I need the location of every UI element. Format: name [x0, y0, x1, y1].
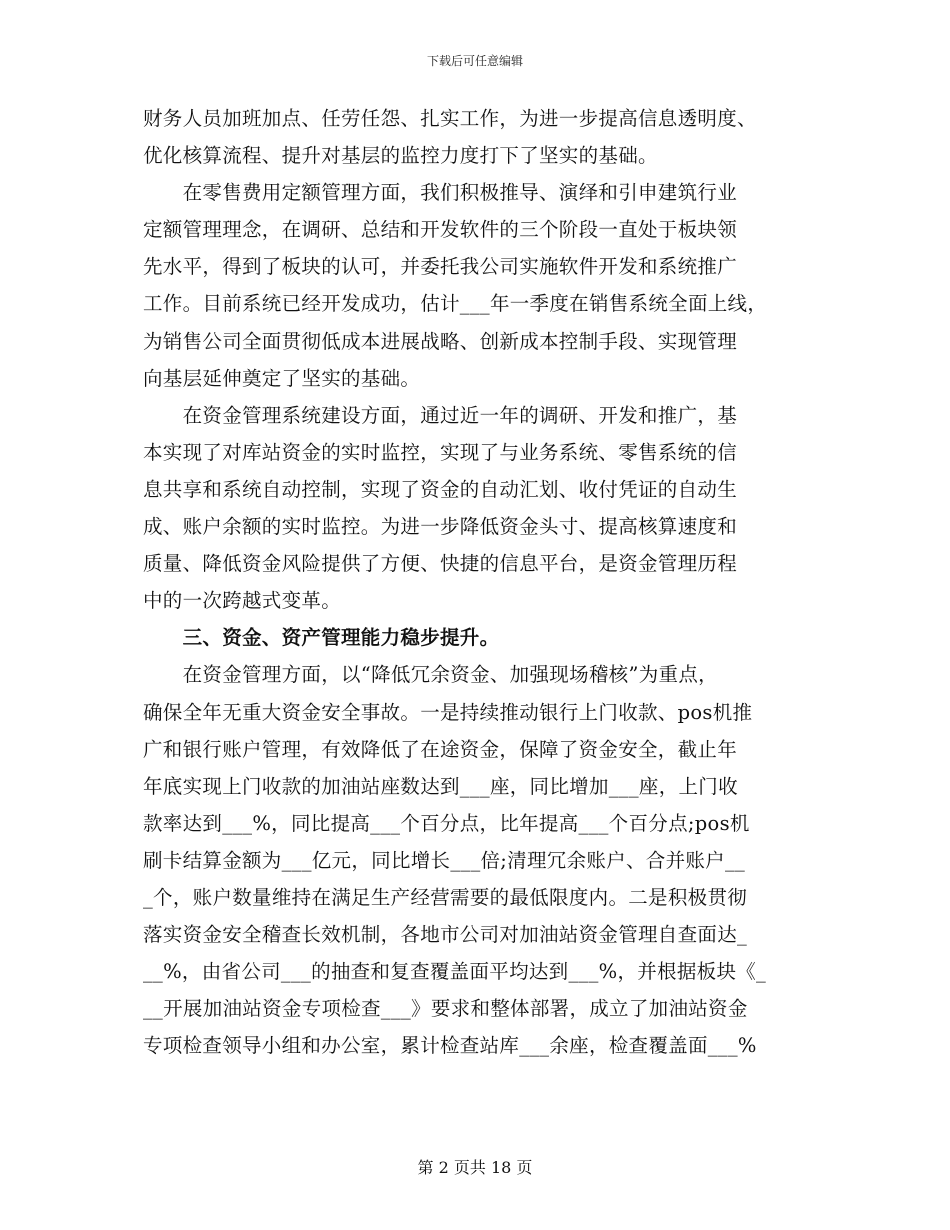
text-line: _个，账户数量维持在满足生产经营需要的最低限度内。二是积极贯彻: [143, 885, 748, 909]
text-line: 在零售费用定额管理方面，我们积极推导、演绎和引申建筑行业: [143, 181, 738, 205]
text-line: 专项检查领导小组和办公室，累计检查站库___余座，检查覆盖面___%: [143, 1034, 757, 1058]
text-line: 为销售公司全面贯彻低成本进展战略、创新成本控制手段、实现管理: [143, 329, 738, 353]
text-line: 本实现了对库站资金的实时监控，实现了与业务系统、零售系统的信: [143, 440, 738, 464]
text-line: 中的一次跨越式变革。: [143, 589, 342, 613]
text-line: 优化核算流程、提升对基层的监控力度打下了坚实的基础。: [143, 144, 658, 168]
text-line: __开展加油站资金专项检查___》要求和整体部署，成立了加油站资金: [143, 997, 748, 1021]
text-line: 确保全年无重大资金安全事故。一是持续推动银行上门收款、pos机推: [143, 700, 753, 724]
text-line: 财务人员加班加点、任劳任怨、扎实工作，为进一步提高信息透明度、: [143, 107, 757, 130]
text-line: 年底实现上门收款的加油站座数达到___座，同比增加___座，上门收: [143, 774, 738, 798]
text-line: 先水平，得到了板块的认可，并委托我公司实施软件开发和系统推广: [143, 255, 738, 279]
text-line: 广和银行账户管理，有效降低了在途资金，保障了资金安全，截止年: [143, 737, 738, 761]
text-line: 在资金管理系统建设方面，通过近一年的调研、开发和推广，基: [143, 403, 738, 427]
text-line: 向基层延伸奠定了坚实的基础。: [143, 366, 421, 390]
section-heading: 三、资金、资产管理能力稳步提升。: [143, 626, 500, 650]
text-line: 质量、降低资金风险提供了方便、快捷的信息平台，是资金管理历程: [143, 552, 738, 576]
text-line: 成、账户余额的实时监控。为进一步降低资金头寸、提高核算速度和: [143, 515, 738, 539]
page-footer: 第 2 页共 18 页: [417, 1158, 533, 1177]
text-line: 在资金管理方面，以“降低冗余资金、加强现场稽核”为重点，: [143, 663, 718, 687]
text-line: 定额管理理念，在调研、总结和开发软件的三个阶段一直处于板块领: [143, 218, 738, 242]
page-header: 下载后可任意编辑: [426, 54, 523, 68]
text-line: 刷卡结算金额为___亿元，同比增长___倍;清理冗余账户、合并账户__: [143, 848, 746, 872]
text-line: 落实资金安全稽查长效机制，各地市公司对加油站资金管理自查面达_: [143, 923, 748, 947]
text-line: 工作。目前系统已经开发成功，估计___年一季度在销售系统全面上线，: [143, 292, 768, 316]
text-line: 息共享和系统自动控制，实现了资金的自动汇划、收付凭证的自动生: [143, 477, 738, 501]
document-body: [143, 100, 815, 1064]
text-line: 款率达到___%，同比提高___个百分点，比年提高___个百分点;pos机: [143, 811, 750, 835]
text-line: __%，由省公司___的抽查和复查覆盖面平均达到___%，并根据板块《_: [143, 960, 767, 984]
